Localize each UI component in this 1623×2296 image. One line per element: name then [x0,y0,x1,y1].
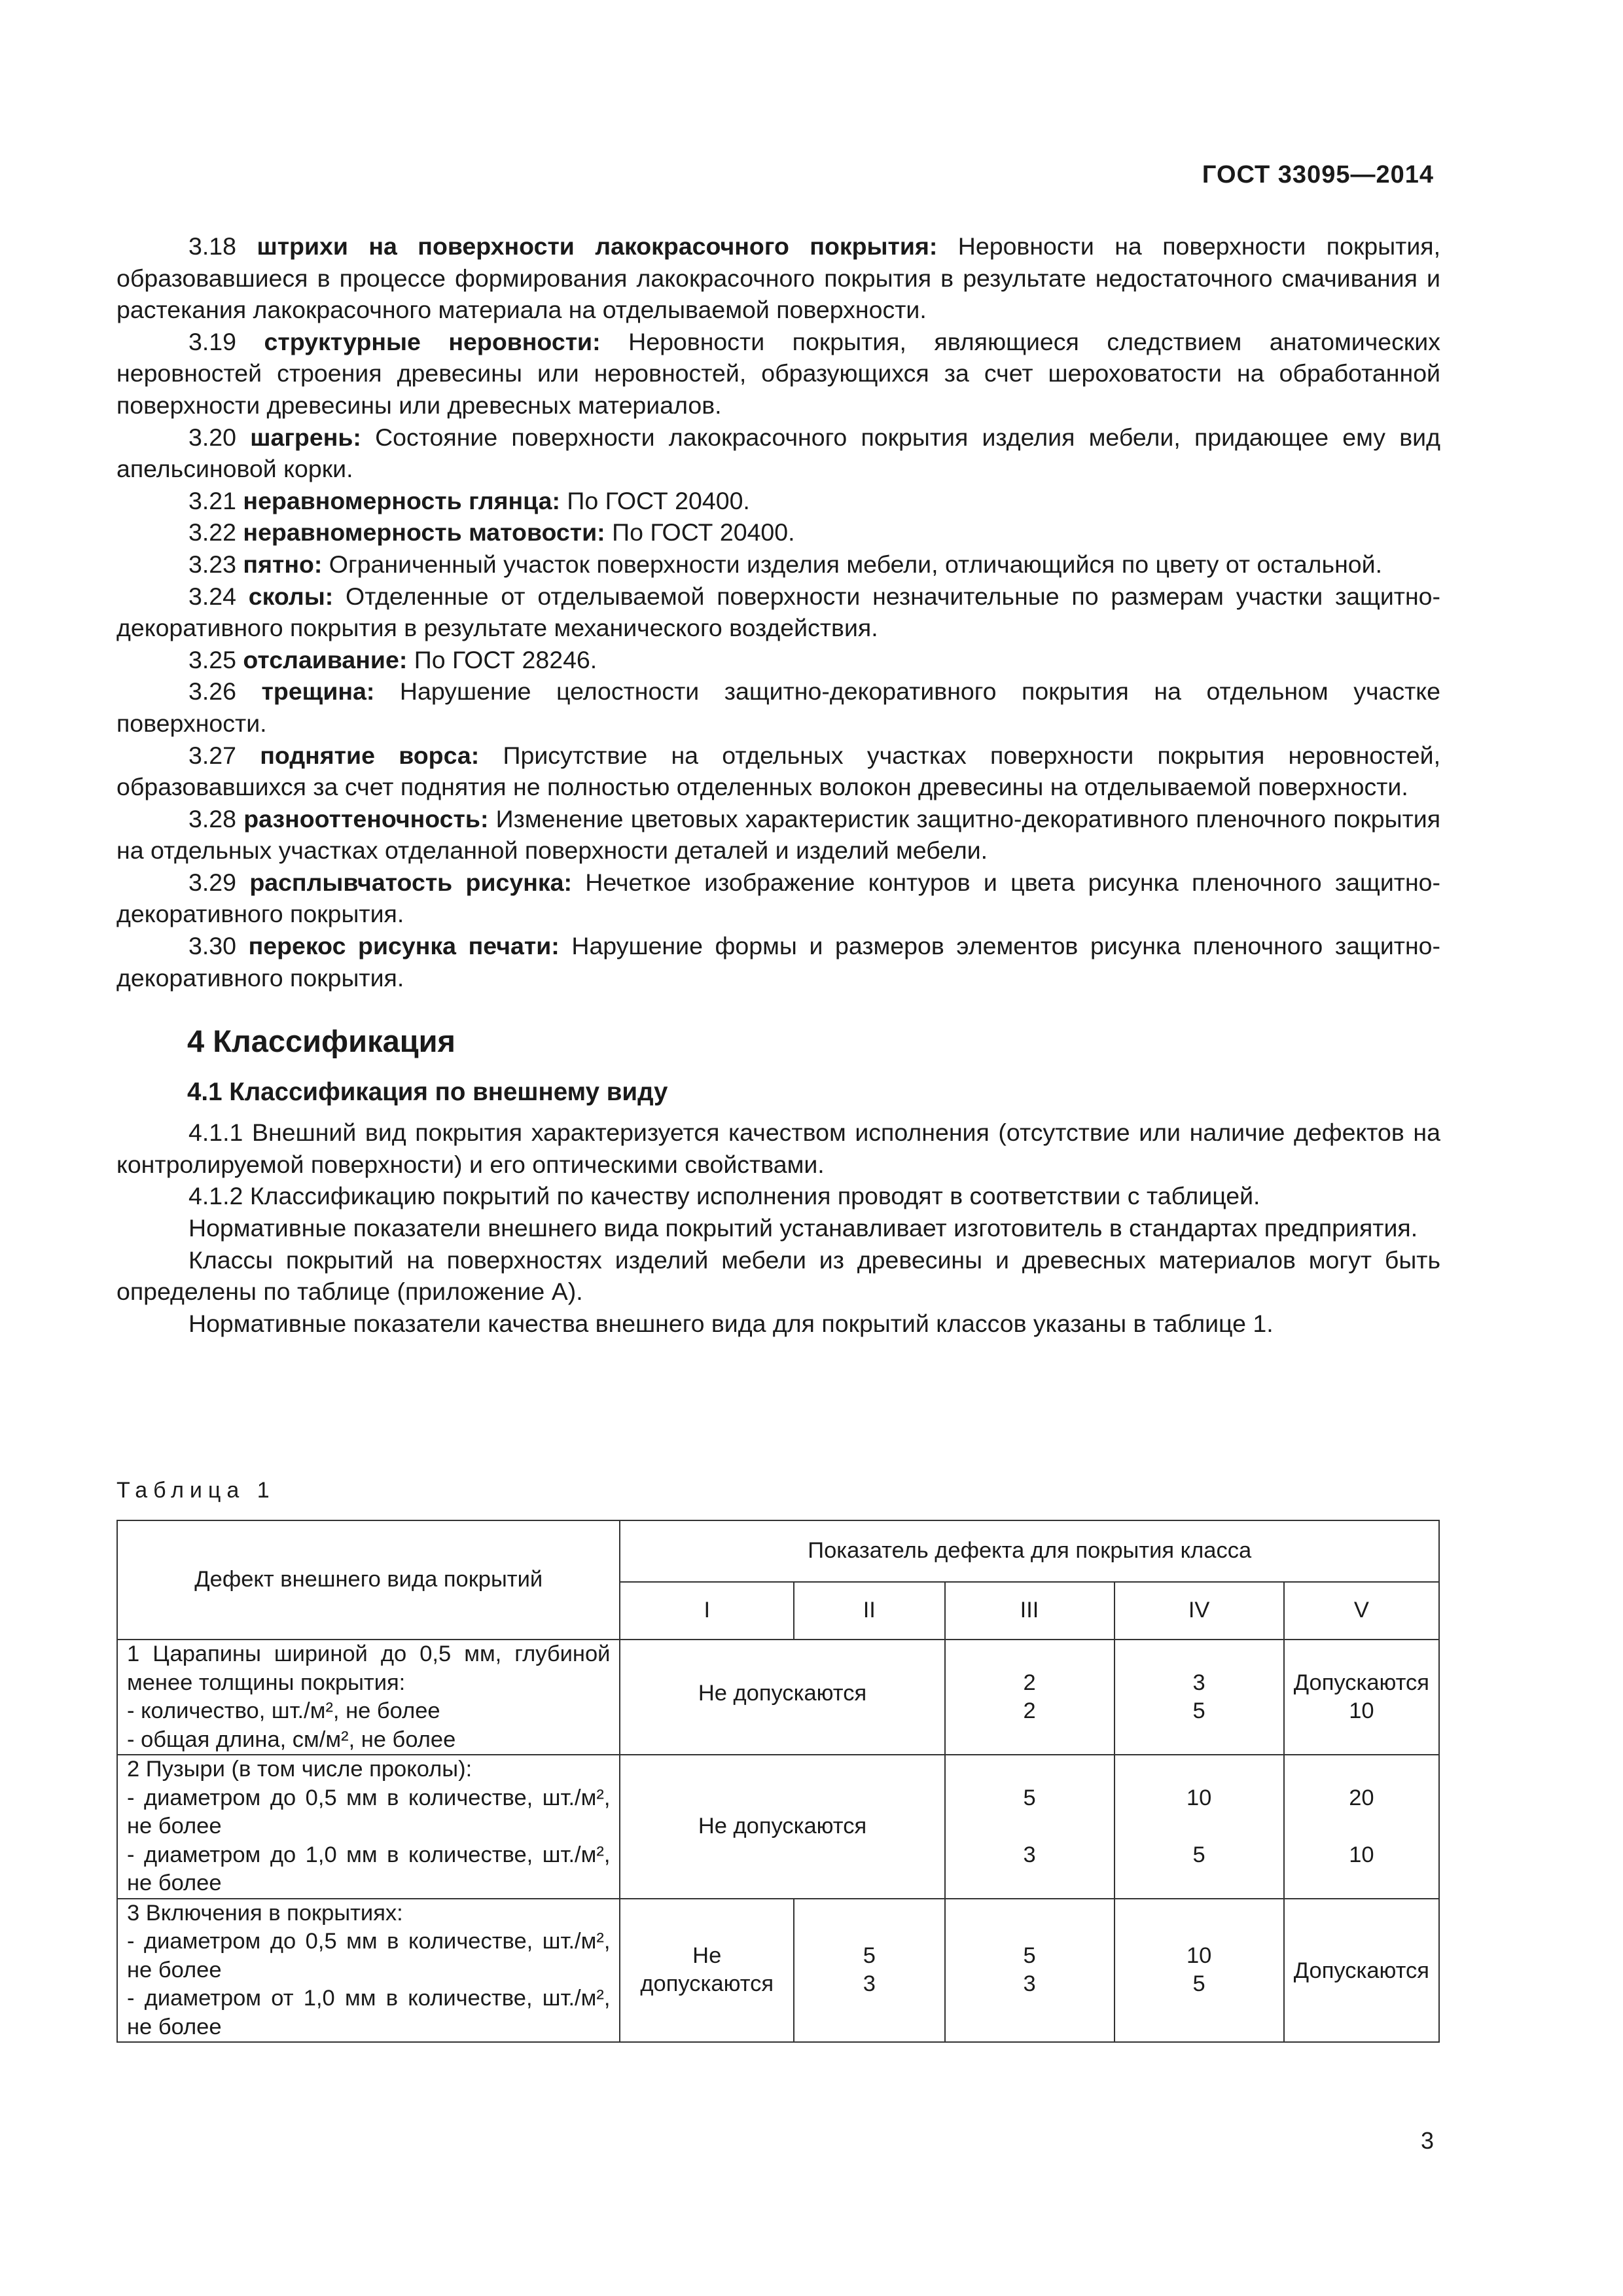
paragraph-number: 3.28 [188,804,236,833]
cell-value: 2 [1023,1670,1036,1695]
defects-table [116,1520,1440,2043]
document-code-header: ГОСТ 33095—2014 [1202,161,1434,188]
cell-value: 20 [1349,1785,1374,1810]
paragraph-3-23 [116,548,1440,581]
definition: Отделенные от отделываемой поверхности незначительные по размерам участки защитно-декоративного покрытия в результате механического воздействия. [116,582,1441,642]
column-header-class: V [1284,1582,1439,1640]
section-heading: 4 Классификация [187,1024,455,1059]
table-cell: Не допускаются [620,1899,794,2043]
page-number: 3 [1420,2127,1434,2154]
defect-title: 2 Пузыри (в том числе проколы): [127,1757,473,1782]
definition: Неровности на поверхности покрытия, образовавшиеся в процессе формирования лакокрасочного покрытия в результате недостаточного смачивания и растекания лакокрасочного материала на отделываемой поверхности. [116,232,1441,324]
term: поднятие ворса: [260,741,480,769]
definition: По ГОСТ 28246. [414,645,597,673]
paragraph-classes: Классы покрытий на поверхностях изделий мебели из древесины и древесных материалов могут быть определены по таблице (приложение А). [116,1246,1440,1306]
table-header-row [117,1520,1439,1582]
paragraph-number: 3.27 [188,741,236,769]
table-cell [1115,1899,1284,2043]
table-cell [1115,1640,1284,1755]
cell-value: 10 [1186,1943,1212,1968]
defect-title: 3 Включения в покрытиях: [127,1900,403,1926]
defect-item: - количество, шт./м², не более [127,1698,440,1723]
table-caption: Таблица 1 [116,1478,276,1503]
table-cell [1284,1640,1439,1755]
defect-item: - диаметром от 1,0 мм в количестве, шт./м², не более [127,1986,611,2039]
paragraph-3-28 [116,803,1440,867]
term: отслаивание: [243,645,408,673]
definition: По ГОСТ 20400. [567,486,750,514]
cell-value: 3 [1023,1842,1036,1867]
definition: Нарушение формы и размеров элементов рисунка пленочного защитно-декоративного покрытия. [116,932,1440,992]
table-row [117,1755,1439,1899]
cell-value: 5 [863,1943,876,1968]
table-cell [1115,1755,1284,1899]
paragraph-3-19 [116,326,1440,422]
document-body [116,230,1440,1339]
table-cell [794,1899,945,2043]
term: сколы: [248,582,334,610]
paragraph-3-21 [116,485,1440,517]
paragraph-number: 3.26 [188,677,236,706]
cell-value: 3 [863,1971,876,1997]
paragraph-3-20 [116,422,1440,485]
paragraph-number: 3.18 [188,232,236,260]
defect-description [117,1899,620,2043]
term: структурные неровности: [264,327,601,355]
term: штрихи на поверхности лакокрасочного покрытия: [257,232,938,260]
term: шагрень: [250,423,361,451]
cell-value: 3 [1192,1670,1205,1695]
table-cell: Не допускаются [620,1640,944,1755]
paragraph-4-1-2: 4.1.2 Классификацию покрытий по качеству исполнения проводят в соответствии с таблицей. [188,1182,1260,1210]
definition: Нечеткое изображение контуров и цвета рисунка пленочного защитно-декоративного покрытия. [116,868,1441,928]
paragraph-number: 3.21 [188,486,236,514]
term: неравномерность матовости: [243,518,605,547]
paragraph-number: 3.22 [188,518,236,547]
paragraph-3-29 [116,867,1440,930]
cell-value: 5 [1192,1698,1205,1723]
paragraph-3-26 [116,675,1440,739]
definition: По ГОСТ 20400. [612,518,795,547]
paragraph-3-25 [116,644,1440,676]
definition: Неровности покрытия, являющиеся следствием анатомических неровностей строения древесины или неровностей, образующихся за счет шероховатости на обработанной поверхности древесины или древесных материалов. [116,327,1440,419]
column-header-class-group: Показатель дефекта для покрытия класса [620,1520,1439,1582]
table-cell [1284,1755,1439,1899]
term: пятно: [243,550,323,578]
table-cell [945,1640,1115,1755]
table-cell: Допускаются [1284,1899,1439,2043]
paragraph-number: 3.19 [188,327,236,355]
paragraph-4-1-1: 4.1.1 Внешний вид покрытия характеризуется качеством исполнения (отсутствие или наличие дефектов на контролируемой поверхности) и его оптическими свойствами. [116,1119,1440,1178]
column-header-class: II [794,1582,945,1640]
defect-item: - общая длина, см/м², не более [127,1727,456,1752]
definition: Присутствие на отдельных участках поверхности покрытия неровностей, образовавшихся за счет поднятия не полностью отделенных волокон древесины на отделываемой поверхности. [116,741,1441,801]
cell-value: 5 [1192,1971,1205,1997]
cell-value: 5 [1023,1785,1036,1810]
paragraph-normative: Нормативные показатели внешнего вида покрытий устанавливает изготовитель в стандартах предприятия. [188,1214,1418,1242]
paragraph-3-27 [116,740,1440,803]
column-header-class: IV [1115,1582,1284,1640]
term: расплывчатость рисунка: [249,868,572,896]
table-cell: Не допускаются [620,1755,944,1899]
paragraph-number: 3.23 [188,550,236,578]
paragraph-3-22 [116,516,1440,548]
cell-value: 3 [1023,1971,1036,1997]
table-cell [945,1755,1115,1899]
term: разнооттеночность: [243,804,489,833]
table-row [117,1899,1439,2043]
paragraph-number: 3.24 [188,582,236,610]
column-header-class: III [945,1582,1115,1640]
definition: Изменение цветовых характеристик защитно-декоративного пленочного покрытия на отдельных участках отделанной поверхности деталей и изделий мебели. [116,804,1441,865]
cell-value: 5 [1023,1943,1036,1968]
definition: Нарушение целостности защитно-декоративного покрытия на отдельном участке поверхности. [116,677,1440,737]
cell-value: 5 [1192,1842,1205,1867]
column-header-defect: Дефект внешнего вида покрытий [117,1520,620,1640]
defect-item: - диаметром до 0,5 мм в количестве, шт./м², не более [127,1929,611,1982]
term: перекос рисунка печати: [248,932,560,960]
paragraph-3-18 [116,230,1440,326]
paragraph-number: 3.25 [188,645,236,673]
defect-title: 1 Царапины шириной до 0,5 мм, глубиной менее толщины покрытия: [127,1641,611,1695]
term: неравномерность глянца: [243,486,560,514]
paragraph-3-24 [116,581,1440,644]
table-row [117,1640,1439,1755]
column-header-class: I [620,1582,794,1640]
definition: Состояние поверхности лакокрасочного покрытия изделия мебели, придающее ему вид апельсиновой корки. [116,423,1441,483]
defect-description [117,1755,620,1899]
cell-value: 10 [1186,1785,1212,1810]
defect-item: - диаметром до 1,0 мм в количестве, шт./м², не более [127,1842,611,1895]
paragraph-table-ref: Нормативные показатели качества внешнего вида для покрытий классов указаны в таблице 1. [188,1309,1274,1337]
cell-value: Допускаются [1293,1670,1429,1695]
defect-item: - диаметром до 0,5 мм в количестве, шт./м², не более [127,1785,611,1839]
paragraph-number: 3.20 [188,423,236,451]
subsection-heading: 4.1 Классификация по внешнему виду [187,1078,668,1107]
term: трещина: [261,677,375,706]
defect-description [117,1640,620,1755]
paragraph-3-30 [116,930,1440,994]
cell-value: 10 [1349,1698,1374,1723]
cell-value: 10 [1349,1842,1374,1867]
table-cell [945,1899,1115,2043]
definition: Ограниченный участок поверхности изделия мебели, отличающийся по цвету от остальной. [329,550,1383,578]
paragraph-number: 3.30 [188,932,236,960]
cell-value: 2 [1023,1698,1036,1723]
paragraph-number: 3.29 [188,868,236,896]
